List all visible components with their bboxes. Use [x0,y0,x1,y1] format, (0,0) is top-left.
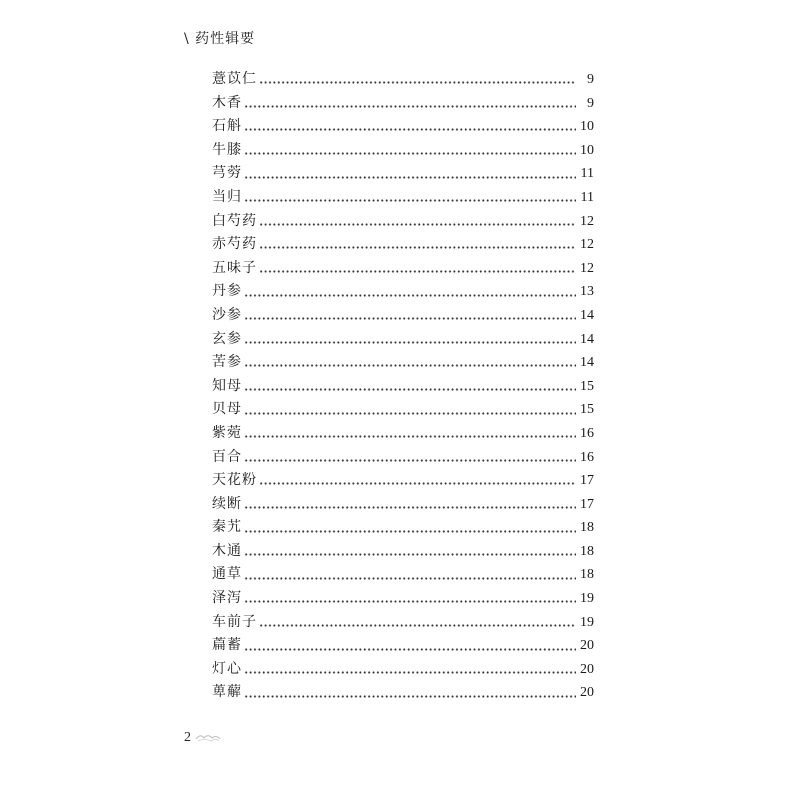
toc-entry [212,611,594,635]
dot-leader [244,364,576,367]
toc-entry-page: 15 [580,378,594,394]
toc-entry [212,162,594,186]
toc-entry-name: 天花粉 [212,472,257,489]
toc-entry-name: 通草 [212,566,242,583]
toc-entry-name: 芎䓖 [212,165,242,182]
toc-entry-page: 9 [587,95,594,111]
toc-entry-page: 16 [580,449,594,465]
toc-entry-name: 薏苡仁 [212,71,257,87]
toc-entry [212,375,594,399]
toc-entry [212,351,594,375]
toc-entry [212,280,594,304]
dot-leader [244,152,576,155]
toc-entry [212,516,594,540]
dot-leader [244,648,576,651]
toc-entry-page: 10 [580,142,594,158]
toc-entry-name: 木通 [212,542,242,559]
dot-leader [244,695,576,698]
dot-leader [244,341,576,344]
toc-entry-name: 玄参 [212,330,242,347]
toc-entry [212,446,594,470]
dot-leader [259,81,576,84]
dot-leader [244,412,576,415]
dot-leader [244,128,576,131]
toc-entry-name: 丹参 [212,283,242,300]
page-number: 2 [184,730,191,745]
dot-leader [244,105,576,108]
toc-entry [212,139,594,163]
toc-entry-page: 12 [580,213,594,229]
toc-entry-page: 18 [580,543,594,559]
toc-entry-name: 木香 [212,94,242,111]
dot-leader [259,246,576,249]
toc-entry [212,493,594,517]
toc-entry [212,422,594,446]
dot-leader [259,270,576,273]
toc-entry-page: 20 [580,638,594,654]
dot-leader [244,294,576,297]
toc-entry-name: 萆薢 [212,684,242,701]
toc-entry-name: 续断 [212,495,242,512]
toc-entry-name: 贝母 [212,401,242,418]
toc-entry-name: 泽泻 [212,590,242,607]
toc-entry-page: 13 [580,284,594,300]
toc-entry [212,210,594,234]
toc-entry [212,257,594,281]
toc-entry-name: 灯心 [212,660,242,677]
toc-entry [212,115,594,139]
dot-leader [244,176,576,179]
toc-entry [212,540,594,564]
toc-entry-page: 12 [580,260,594,276]
toc-entry [212,587,594,611]
toc-entry [212,233,594,257]
toc-entry-name: 百合 [212,448,242,465]
dot-leader [259,624,576,627]
toc-entry-page: 18 [580,520,594,536]
toc-entry-name: 沙参 [212,306,242,323]
dot-leader [244,199,576,202]
toc-entry-page: 20 [580,685,594,701]
toc-entry-name: 车前子 [212,613,257,630]
toc-entry-name: 白芍药 [212,212,257,229]
dot-leader [244,600,576,603]
dot-leader [244,671,576,674]
toc-entry-page: 19 [580,614,594,630]
toc-entry-name: 紫菀 [212,424,242,441]
toc-entry-page: 10 [580,119,594,135]
toc-entry-page: 11 [580,189,594,205]
toc-entry-name: 石斛 [212,118,242,135]
toc-entry [212,563,594,587]
toc-entry [212,658,594,682]
toc-entry-page: 17 [580,473,594,489]
dot-leader [244,317,576,320]
toc-entry [212,304,594,328]
dot-leader [244,553,576,556]
toc-entry-page: 15 [580,402,594,418]
table-of-contents [212,68,594,705]
toc-entry-page: 9 [587,72,594,87]
toc-entry [212,681,594,705]
toc-entry [212,634,594,658]
toc-entry-name: 萹蓄 [212,637,242,654]
dot-leader [259,482,576,485]
dot-leader [244,506,576,509]
dot-leader [244,388,576,391]
toc-entry-name: 五味子 [212,259,257,276]
toc-entry-page: 14 [580,307,594,323]
dot-leader [244,577,576,580]
toc-entry [212,469,594,493]
toc-entry-page: 16 [580,425,594,441]
toc-entry [212,92,594,116]
dot-leader [244,459,576,462]
toc-entry-name: 苦参 [212,354,242,371]
toc-entry-page: 17 [580,496,594,512]
toc-entry-name: 当归 [212,188,242,205]
toc-entry-page: 19 [580,591,594,607]
toc-entry-name: 知母 [212,377,242,394]
toc-entry-page: 12 [580,237,594,253]
toc-entry-name: 牛膝 [212,141,242,158]
toc-entry [212,68,594,92]
running-header: \ 药性辑要 [184,31,256,47]
page-footer [184,730,221,746]
toc-entry-name: 赤芍药 [212,236,257,253]
dot-leader [244,435,576,438]
toc-entry-name: 秦艽 [212,519,242,536]
toc-entry-page: 20 [580,661,594,677]
toc-entry-page: 14 [580,355,594,371]
dot-leader [244,530,576,533]
toc-entry [212,328,594,352]
toc-entry-page: 11 [580,166,594,182]
toc-entry [212,398,594,422]
toc-entry [212,186,594,210]
dot-leader [259,223,576,226]
cloud-ornament-icon [195,733,221,743]
toc-entry-page: 14 [580,331,594,347]
toc-entry-page: 18 [580,567,594,583]
